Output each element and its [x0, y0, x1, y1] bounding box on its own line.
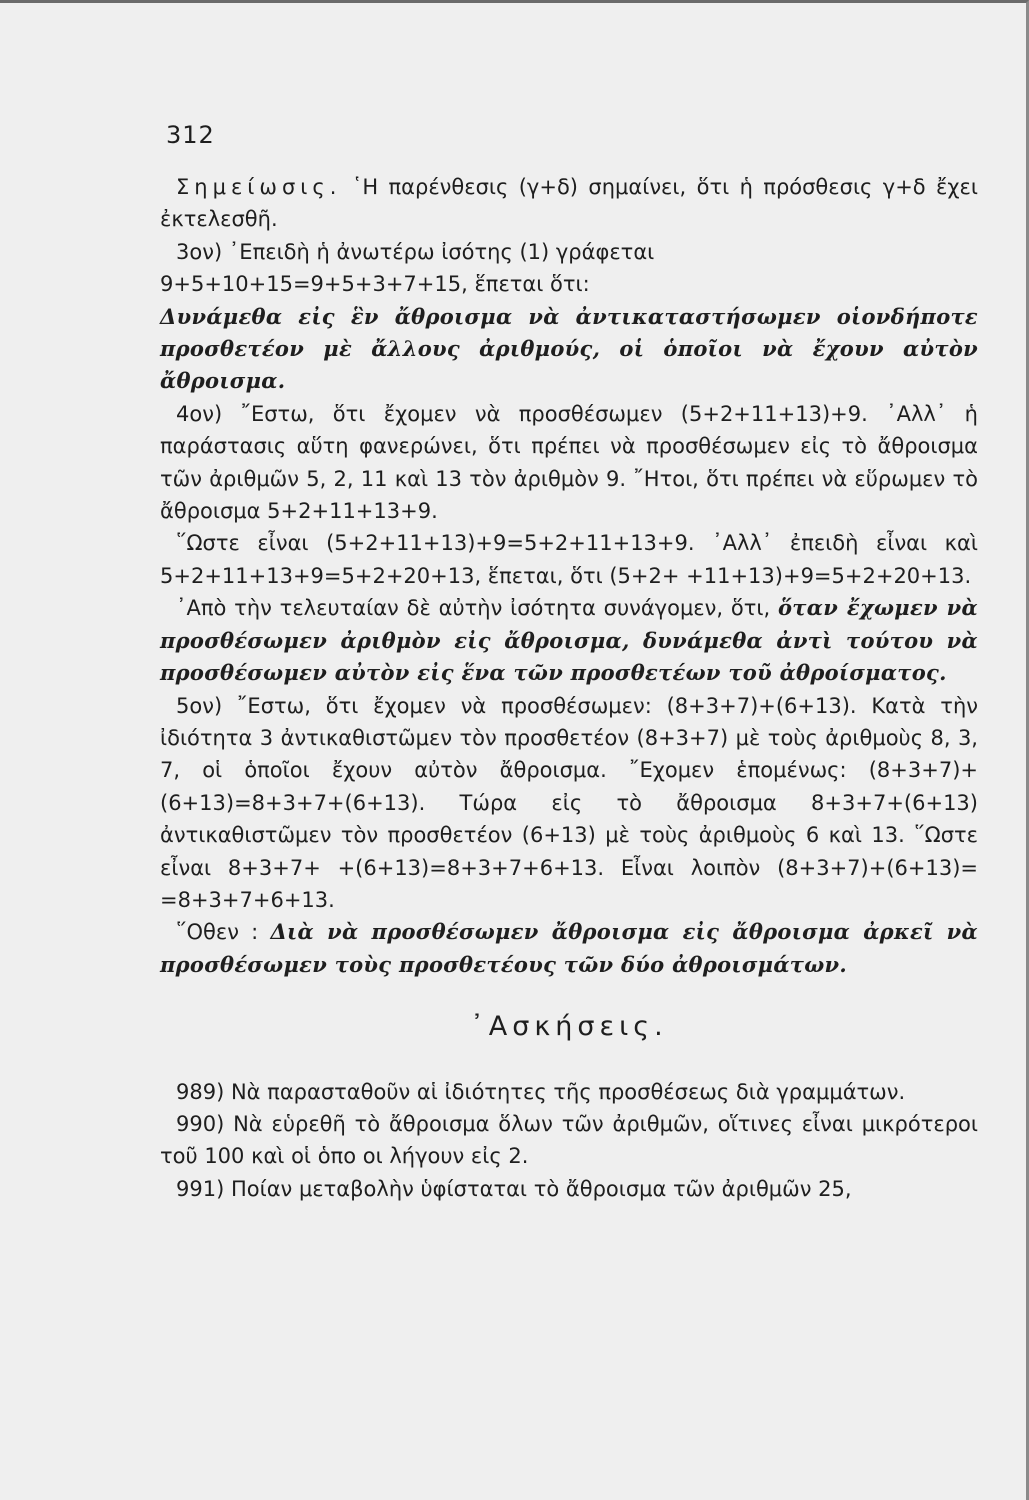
paragraph-4: 4ον) ῎Εστω, ὅτι ἔχομεν νὰ προσθέσωμεν (5+2+11+13)+9. ᾿Αλλ᾿ ἡ παράστασις αὕτη φανερώνει, ὅτι πρέπει νὰ προσθέσωμεν εἰς τὸ ἄθροισμα τῶν ἀριθμῶν 5, 2, 11 καὶ 13 τὸν ἀριθμὸν 9. ῎Ητοι, ὅτι πρέπει νὰ εὕρωμεν τὸ ἄθροισμα 5+2+11+13+9. — [160, 401, 978, 524]
note-label: Σημείωσις. — [176, 175, 342, 199]
note-paragraph — [160, 171, 978, 236]
conclusion-text: ᾿Απὸ τὴν τελευταίαν δὲ αὐτὴν ἰσότητα συνάγομεν, ὅτι, — [176, 596, 771, 621]
exercise-989: 989) Νὰ παρασταθοῦν αἱ ἰδιότητες τῆς προσθέσεως διὰ γραμμάτων. — [176, 1079, 906, 1104]
paragraph-hence — [160, 916, 978, 981]
rule-5: Διὰ νὰ προσθέσωμεν ἄθροισμα εἰς ἄθροισμα ἀρκεῖ νὰ προσθέσωμεν τοὺς προσθετέους τῶν δύο ἀθροισμάτων. — [160, 919, 978, 977]
exercises-heading: ᾿Ασκήσεις. — [470, 1011, 668, 1043]
note-text: ῾Η παρένθεσις (γ+δ) σημαίνει, ὅτι ἡ πρόσθεσις γ+δ ἔχει ἐκτελεσθῆ. — [160, 175, 978, 232]
page-number: 312 — [166, 121, 215, 149]
rule-4: ὅταν ἔχωμεν νὰ προσθέσωμεν ἀριθμὸν εἰς ἄθροισμα, δυνάμεθα ἀντὶ τούτου νὰ προσθέσωμεν αὐτὸν εἰς ἕνα τῶν προσθετέων τοῦ ἀθροίσματος. — [160, 595, 978, 686]
paragraph-3-line1: 3ον) ᾿Επειδὴ ἡ ἀνωτέρω ἰσότης (1) γράφεται — [176, 239, 655, 264]
paragraph-4-cont: ῞Ωστε εἶναι (5+2+11+13)+9=5+2+11+13+9. ᾿Αλλ᾿ ἐπειδὴ εἶναι καὶ 5+2+11+13+9=5+2+20+13, ἕπεται, ὅτι (5+2+ +11+13)+9=5+2+20+13. — [160, 531, 978, 588]
page-body — [160, 171, 978, 1205]
paragraph-3 — [160, 236, 978, 398]
paragraph-5: 5ον) ῎Εστω, ὅτι ἔχομεν νὰ προσθέσωμεν: (8+3+7)+(6+13). Κατὰ τὴν ἰδιότητα 3 ἀντικαθιστῶμεν τὸν προσθετέον (8+3+7) μὲ τοὺς ἀριθμοὺς 8, 3, 7, οἱ ὁποῖοι ἔχουν αὐτὸν ἄθροισμα. ῎Εχομεν ἑπομένως: (8+3+7)+(6+13)=8+3+7+(6+13). Τώρα εἰς τὸ ἄθροισμα 8+3+7+(6+13) ἀντικαθιστῶμεν τὸν προσθετέον (6+13) μὲ τοὺς ἀριθμοὺς 6 καὶ 13. ῞Ωστε εἶναι 8+3+7+ +(6+13)=8+3+7+6+13. Εἶναι λοιπὸν (8+3+7)+(6+13)= =8+3+7+6+13. — [160, 693, 978, 912]
hence-label: ῞Οθεν : — [176, 920, 259, 945]
exercise-991: 991) Ποίαν μεταβολὴν ὑφίσταται τὸ ἄθροισμα τῶν ἀριθμῶν 25, — [176, 1176, 852, 1201]
paragraph-3-line2: 9+5+10+15=9+5+3+7+15, ἕπεται ὅτι: — [160, 272, 590, 297]
rule-3: Δυνάμεθα εἰς ἓν ἄθροισμα νὰ ἀντικαταστήσωμεν οἱονδήποτε προσθετέον μὲ ἄλλους ἀριθμούς, οἱ ὁποῖοι νὰ ἔχουν αὐτὸν ἄθροισμα. — [160, 303, 978, 394]
paragraph-conclusion — [160, 592, 978, 689]
exercise-990: 990) Νὰ εὑρεθῆ τὸ ἄθροισμα ὅλων τῶν ἀριθμῶν, οἵτινες εἶναι μικρότεροι τοῦ 100 καὶ οἱ ὁπο οι λήγουν εἰς 2. — [160, 1111, 978, 1169]
